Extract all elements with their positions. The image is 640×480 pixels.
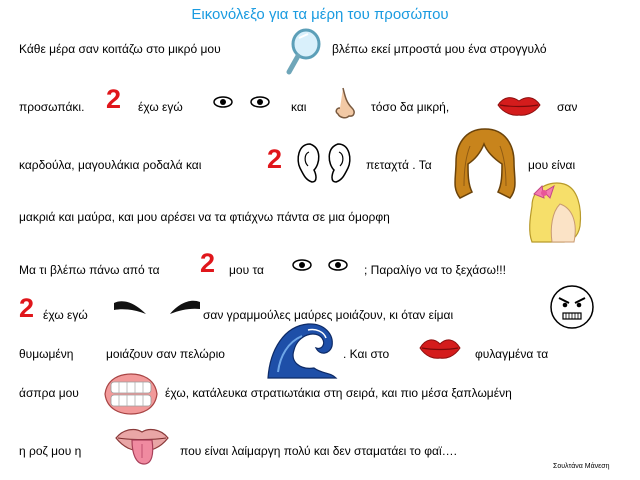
text-line-1b: βλέπω εκεί μπροστά μου ένα στρογγυλό xyxy=(332,42,547,56)
text-line-5b: μου τα xyxy=(229,263,264,277)
eyes-icon xyxy=(212,94,274,110)
text-line-7b: μοιάζουν σαν πελώριο xyxy=(106,347,225,361)
nose-icon xyxy=(334,86,358,120)
text-line-2e: σαν xyxy=(557,100,578,114)
text-line-1a: Κάθε μέρα σαν κοιτάζω στο μικρό μου xyxy=(19,42,221,56)
text-line-2c: και xyxy=(291,100,307,114)
wave-icon xyxy=(264,320,338,380)
text-line-2a: προσωπάκι. xyxy=(19,100,85,114)
text-line-5a: Μα τι βλέπω πάνω από τα xyxy=(19,263,160,277)
number-two: 2 xyxy=(200,248,216,278)
text-line-8b: έχω, κατάλευκα στρατιωτάκια στη σειρά, και πιο μέσα ξαπλωμένη xyxy=(165,386,512,400)
text-line-9a: η ροζ μου η xyxy=(19,444,82,458)
text-line-9b: που είναι λαίμαργη πολύ και δεν σταματάει το φαϊ…. xyxy=(180,444,457,458)
text-line-8a: άσπρα μου xyxy=(19,386,79,400)
angry-face-icon xyxy=(549,284,595,330)
text-line-5c: ; Παραλίγο να το ξεχάσω!!! xyxy=(364,263,506,277)
text-line-6a: έχω εγώ xyxy=(43,308,88,322)
number-two: 2 xyxy=(19,293,35,323)
number-two: 2 xyxy=(267,144,283,174)
lips-icon xyxy=(418,336,462,360)
eyebrows-icon xyxy=(168,298,202,318)
ears-icon xyxy=(294,140,356,186)
eyes-icon xyxy=(291,257,351,273)
number-two: 2 xyxy=(106,84,122,114)
teeth-icon xyxy=(103,372,159,416)
text-line-4a: μακριά και μαύρα, και μου αρέσει να τα φτιάχνω πάντα σε μια όμορφη xyxy=(19,210,390,224)
hair-icon xyxy=(450,126,520,202)
girl-ponytail-icon xyxy=(524,176,582,242)
text-line-7a: θυμωμένη xyxy=(19,347,74,361)
text-line-7d: φυλαγμένα τα xyxy=(475,347,549,361)
text-line-3b: πεταχτά . Τα xyxy=(366,158,432,172)
tongue-icon xyxy=(114,422,170,468)
text-line-3a: καρδούλα, μαγουλάκια ροδαλά και xyxy=(19,158,202,172)
page-title: Εικονόλεξο για τα μέρη του προσώπου xyxy=(191,6,449,23)
text-line-3c: μου είναι xyxy=(528,158,576,172)
author-signature: Σουλτάνα Μάνεση xyxy=(553,463,610,470)
eyebrows-icon xyxy=(112,298,148,318)
text-line-2d: τόσο δα μικρή, xyxy=(371,100,450,114)
text-line-2b: έχω εγώ xyxy=(138,100,183,114)
lips-icon xyxy=(496,94,542,116)
mirror-icon xyxy=(286,28,322,78)
text-line-7c: . Και στο xyxy=(343,347,390,361)
text-line-6b: σαν γραμμούλες μαύρες μοιάζουν, κι όταν είμαι xyxy=(203,308,454,322)
